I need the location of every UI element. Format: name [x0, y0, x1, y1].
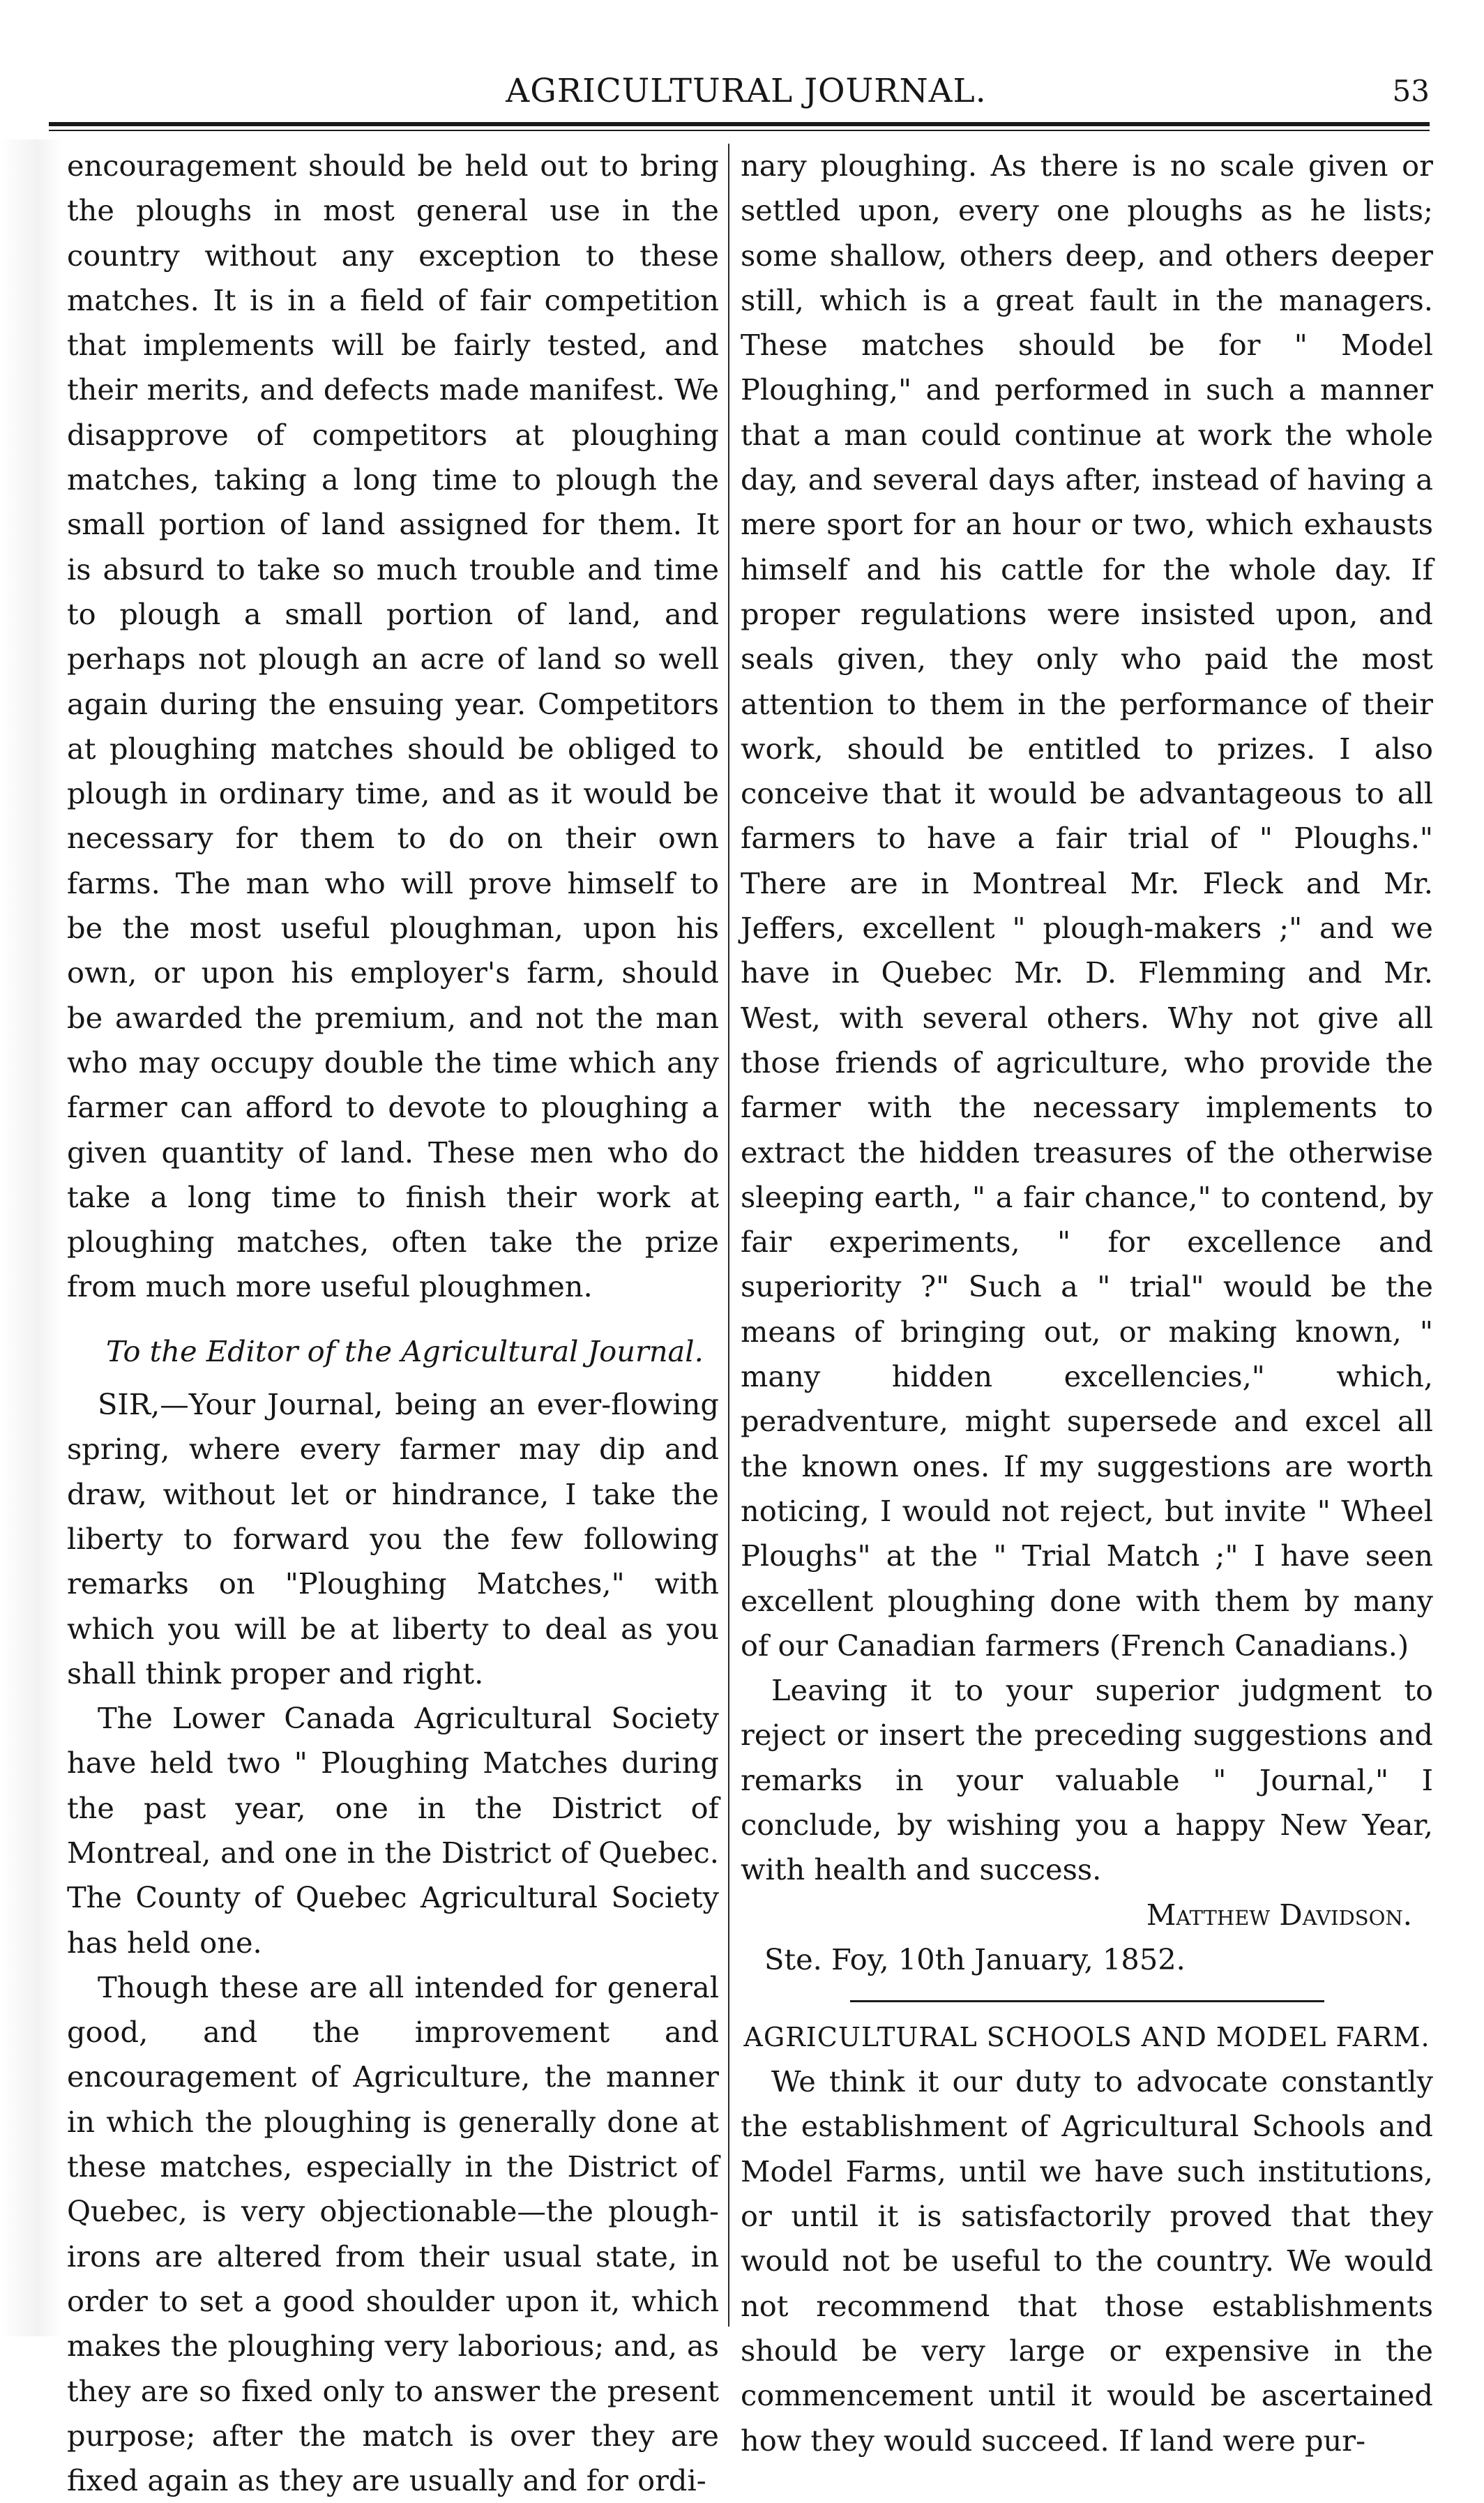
section-heading: AGRICULTURAL SCHOOLS AND MODEL FARM. — [743, 2022, 1430, 2053]
letter-dateline: Ste. Foy, 10th January, 1852. — [764, 1942, 1186, 1976]
section-rule — [850, 2000, 1324, 2002]
right-column — [741, 144, 1433, 2463]
column-divider — [728, 144, 729, 2327]
left-margin-bleed — [0, 139, 63, 2336]
page-number: 53 — [1392, 74, 1430, 108]
paragraph-agricultural-schools: We think it our duty to advocate constantly the establishment of Agricultural Schools and Model Farms, until we have such institutions, or until it is satisfactorily proved that they would not be useful to the country. We would not recommend that those establishments should be very large or expensive in the commencement until it would be ascertained how they would succeed. If land were pur- — [741, 2064, 1433, 2458]
letter-heading: To the Editor of the Agricultural Journal. — [106, 1333, 704, 1368]
page-header — [49, 64, 1444, 127]
running-title: AGRICULTURAL JOURNAL. — [506, 72, 987, 110]
paragraph-model-ploughing: nary ploughing. As there is no scale given or settled upon, every one ploughs as he lists; some shallow, others deep, and others deeper still, which is a great fault in the managers. These matches should be for " Model Ploughing," and performed in such a manner that a man could continue at work the whole day, and several days after, instead of having a mere sport for an hour or two, which exhausts himself and his cattle for the whole day. If proper regulations were insisted upon, and seals given, they only who paid the most attention to them in the performance of their work, should be entitled to prizes. I also conceive that it would be advantageous to all farmers to have a fair trial of " Ploughs." There are in Montreal Mr. Fleck and Mr. Jeffers, excellent " plough-makers ;" and we have in Quebec Mr. D. Flemming and Mr. West, with several others. Why not give all those friends of agriculture, who provide the farmer with the necessary implements to extract the hidden treasures of the otherwise sleeping earth, " a fair chance," to contend, by fair experiments, " for excellence and superiority ?" Such a " trial" would be the means of bringing out, or making known, " many hidden excellencies," which, peradventure, might supersede and excel all the known ones. If my suggestions are worth noticing, I would not reject, but invite " Wheel Ploughs" at the " Trial Match ;" I have seen excellent ploughing done with them by many of our Canadian farmers (French Canadians.) — [741, 149, 1433, 1663]
paragraph-letter-opening: SIR,—Your Journal, being an ever-flowing spring, where every farmer may dip and draw, without let or hindrance, I take the liberty to forward you the few following remarks on "Ploughing Matches," with which you will be at liberty to deal as you shall think proper and right. — [67, 1387, 719, 1691]
header-rule — [49, 122, 1430, 126]
paragraph-closing: Leaving it to your superior judgment to reject or insert the preceding suggestions and remarks in your valuable " Journal," I conclude, by wishing you a happy New Year, with health and success. — [741, 1673, 1433, 1887]
paragraph-society-matches: The Lower Canada Agricultural Society have held two " Ploughing Matches during the past year, one in the District of Montreal, and one in the District of Quebec. The County of Quebec Agricultural Society has held one. — [67, 1701, 719, 1960]
paragraph-objections: Though these are all intended for general good, and the improvement and encouragement of Agriculture, the manner in which the ploughing is generally done at these matches, especially in the District of Quebec, is very objectionable—the plough-irons are altered from their usual state, in order to set a good shoulder upon it, which makes the ploughing very laborious; and, as they are so fixed only to answer the present purpose; after the match is over they are fixed again as they are usually and for ordi- — [67, 1969, 719, 2498]
letter-signature: Matthew Davidson. — [1146, 1897, 1412, 1932]
paragraph-ploughing-matches: encouragement should be held out to bring the ploughs in most general use in the country without any exception to these matches. It is in a field of fair competition that implements will be fairly tested, and their merits, and defects made manifest. We disapprove of competitors at ploughing matches, taking a long time to plough the small portion of land assigned for them. It is absurd to take so much trouble and time to plough a small portion of land, and perhaps not plough an acre of land so well again during the ensuing year. Competitors at ploughing matches should be obliged to plough in ordinary time, and as it would be necessary for them to do on their own farms. The man who will prove himself to be the most useful ploughman, upon his own, or upon his employer's farm, should be awarded the premium, and not the man who may occupy double the time which any farmer can afford to devote to ploughing a given quantity of land. These men who do take a long time to finish their work at ploughing matches, often take the prize from much more useful ploughmen. — [67, 149, 719, 1304]
left-column — [67, 144, 719, 2503]
header-rule-thin — [49, 130, 1430, 131]
